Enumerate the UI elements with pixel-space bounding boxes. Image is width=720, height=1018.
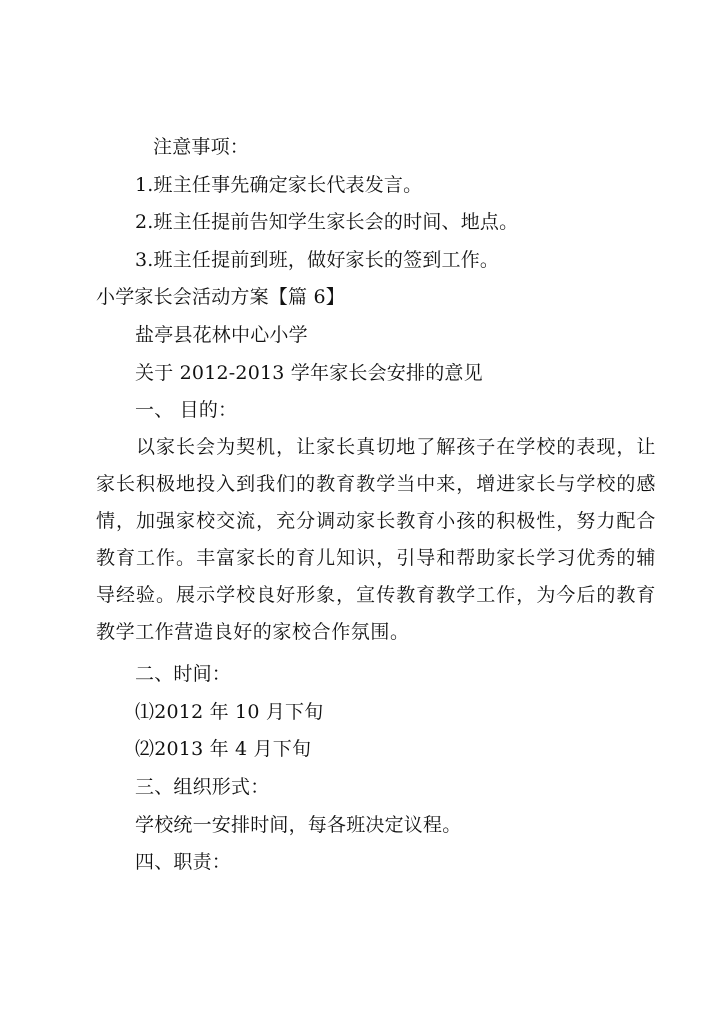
purpose-paragraph: 以家长会为契机，让家长真切地了解孩子在学校的表现，让家长积极地投入到我们的教育教学当中来，增进家长与学校的感情，加强家校交流，充分调动家长教育小孩的积极性，努力配合教育工作。丰富家长的育儿知识，引导和帮助家长学习优秀的辅导经验。展示学校良好形象，宣传教育教学工作，为今后的教育教学工作营造良好的家校合作氛围。 xyxy=(96,436,656,643)
heading-purpose: 一、 目的： xyxy=(135,399,238,421)
heading-duties: 四、职责： xyxy=(135,851,232,873)
note-item-3: 3.班主任提前到班，做好家长的签到工作。 xyxy=(135,249,500,271)
document-title: 关于 2012-2013 学年家长会安排的意见 xyxy=(135,362,483,384)
heading-time: 二、时间： xyxy=(135,663,232,685)
section-title: 小学家长会活动方案【篇 6】 xyxy=(96,286,345,308)
time-item-1: ⑴2012 年 10 月下旬 xyxy=(135,701,324,723)
school-name: 盐亭县花林中心小学 xyxy=(135,324,308,346)
notes-heading: 注意事项： xyxy=(153,136,250,158)
heading-organization: 三、组织形式： xyxy=(135,776,270,798)
organization-text: 学校统一安排时间，每各班决定议程。 xyxy=(135,814,462,836)
note-item-2: 2.班主任提前告知学生家长会的时间、地点。 xyxy=(135,211,519,233)
note-item-1: 1.班主任事先确定家长代表发言。 xyxy=(135,174,423,196)
time-item-2: ⑵2013 年 4 月下旬 xyxy=(135,738,312,760)
